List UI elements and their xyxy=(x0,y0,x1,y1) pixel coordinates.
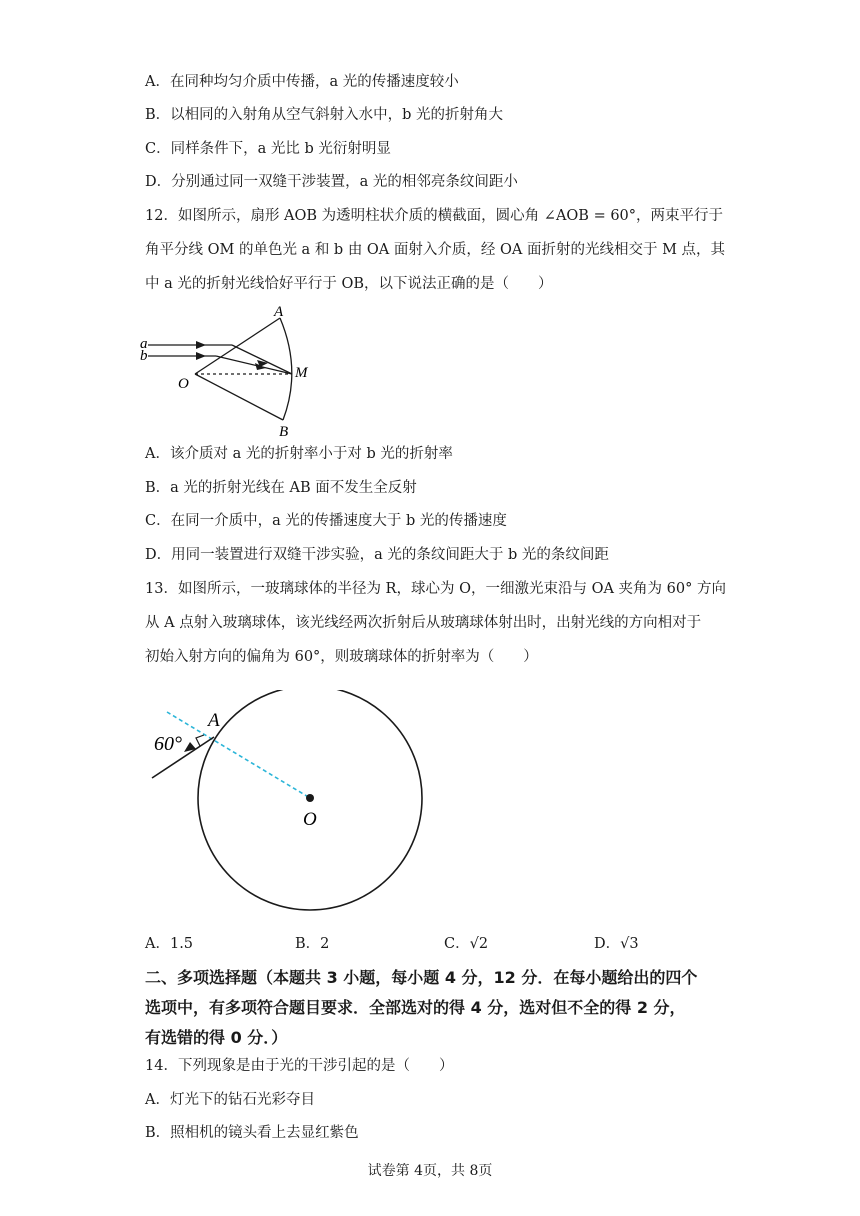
angle-label: 60° xyxy=(154,733,182,755)
label-A: A xyxy=(274,304,284,320)
q14-option-a: A．灯光下的钻石光彩夺目 xyxy=(145,1092,315,1108)
edge-ob xyxy=(195,374,283,420)
q13-option-b: B．2 xyxy=(295,936,330,952)
normal-line-oa xyxy=(167,712,310,798)
q13-option-c: C．√2 xyxy=(444,936,489,952)
section2-heading-line3: 有选错的得 0 分．） xyxy=(145,1028,288,1047)
q12-stem-line3: 中 a 光的折射光线恰好平行于 OB，以下说法正确的是（ ） xyxy=(145,276,553,292)
q11-option-c: C．同样条件下，a 光比 b 光衍射明显 xyxy=(145,141,391,157)
q13-sphere-figure xyxy=(140,690,440,930)
q12-option-d: D．用同一装置进行双缝干涉实验，a 光的条纹间距大于 b 光的条纹间距 xyxy=(145,547,609,563)
label-b: b xyxy=(140,348,148,364)
ray-b-refracted xyxy=(216,356,292,374)
arrow-a-icon xyxy=(196,341,206,349)
q11-option-a: A．在同种均匀介质中传播，a 光的传播速度较小 xyxy=(145,74,459,90)
q13-stem-line1: 13．如图所示，一玻璃球体的半径为 R，球心为 O，一细激光束沿与 OA 夹角为 60° 方向 xyxy=(145,581,726,597)
label-o: O xyxy=(178,376,189,392)
q14-stem: 14．下列现象是由于光的干涉引起的是（ ） xyxy=(145,1058,454,1074)
page-footer: 试卷第 4页，共 8页 xyxy=(367,1163,493,1179)
q12-stem-line1: 12．如图所示，扇形 AOB 为透明柱状介质的横截面，圆心角 ∠AOB = 60°，两束平行于 xyxy=(145,208,724,224)
q12-option-b: B．a 光的折射光线在 AB 面不发生全反射 xyxy=(145,480,417,496)
label-A: A xyxy=(208,710,220,731)
center-point xyxy=(306,794,314,802)
q12-option-c: C．在同一介质中，a 光的传播速度大于 b 光的传播速度 xyxy=(145,513,507,529)
arrow-b-icon xyxy=(196,352,206,360)
ray-a-refracted xyxy=(232,345,292,374)
q11-option-d: D．分别通过同一双缝干涉装置，a 光的相邻亮条纹间距小 xyxy=(145,174,518,190)
q12-sector-figure xyxy=(140,300,330,440)
label-B: B xyxy=(279,424,289,440)
section2-heading-line2: 选项中，有多项符合题目要求．全部选对的得 4 分，选对但不全的得 2 分， xyxy=(145,998,686,1017)
q14-option-b: B．照相机的镜头看上去显红紫色 xyxy=(145,1125,359,1141)
q13-option-a: A．1.5 xyxy=(145,936,194,952)
q12-option-a: A．该介质对 a 光的折射率小于对 b 光的折射率 xyxy=(145,446,453,462)
edge-oa xyxy=(195,318,280,374)
q13-option-d: D．√3 xyxy=(594,936,639,952)
label-O: O xyxy=(303,809,317,830)
q13-stem-line3: 初始入射方向的偏角为 60°，则玻璃球体的折射率为（ ） xyxy=(145,649,538,665)
section2-heading-line1: 二、多项选择题（本题共 3 小题，每小题 4 分，12 分．在每小题给出的四个 xyxy=(145,968,698,987)
q12-stem-line2: 角平分线 OM 的单色光 a 和 b 由 OA 面射入介质，经 OA 面折射的光线相交于 M 点，其 xyxy=(145,242,726,258)
q11-option-b: B．以相同的入射角从空气斜射入水中，b 光的折射角大 xyxy=(145,107,504,123)
label-a: a xyxy=(140,336,148,352)
q13-stem-line2: 从 A 点射入玻璃球体，该光线经两次折射后从玻璃球体射出时，出射光线的方向相对于 xyxy=(145,615,702,631)
label-M: M xyxy=(295,365,308,381)
